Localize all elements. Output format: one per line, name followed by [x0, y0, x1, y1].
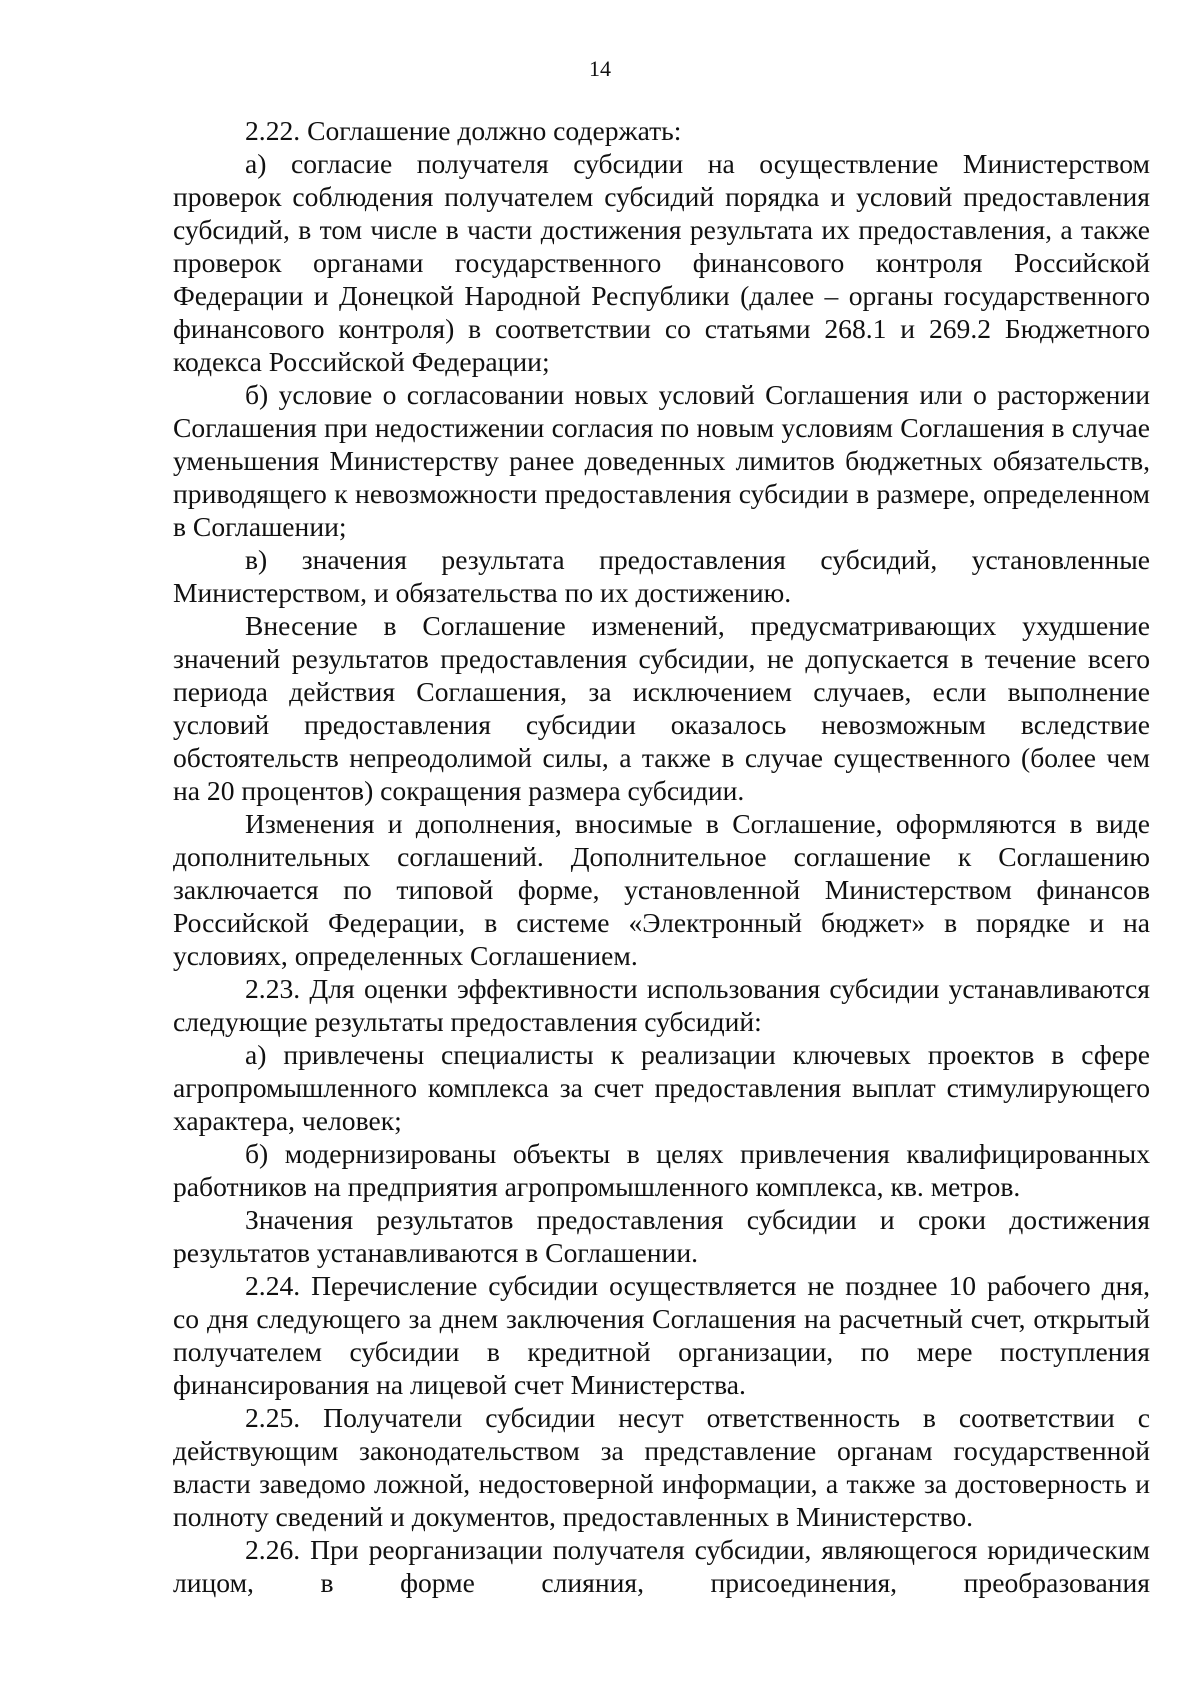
paragraph-2-26: 2.26. При реорганизации получателя субсидии, являющегося юридическим лицом, в форме слияния, присоединения, преобразования: [173, 1534, 1150, 1598]
paragraph-amendments-restriction: Внесение в Соглашение изменений, предусматривающих ухудшение значений результатов предоставления субсидии, не допускается в течение всего периода действия Соглашения, за исключением случаев, если выполнение условий предоставления субсидии оказалось невозможным вследствие обстоятельств непреодолимой силы, а также в случае существенного (более чем на 20 процентов) сокращения размера субсидии.: [173, 610, 1150, 806]
paragraph-2-22-b: б) условие о согласовании новых условий Соглашения или о расторжении Соглашения при недостижении согласия по новым условиям Соглашения в случае уменьшения Министерству ранее доведенных лимитов бюджетных обязательств, приводящего к невозможности предоставления субсидии в размере, определенном в Соглашении;: [173, 379, 1150, 542]
paragraph-2-22-a: а) согласие получателя субсидии на осуществление Министерством проверок соблюдения получателем субсидий порядка и условий предоставления субсидий, в том числе в части достижения результата их предоставления, а также проверок органами государственного финансового контроля Российской Федерации и Донецкой Народной Республики (далее – органы государственного финансового контроля) в соответствии со статьями 268.1 и 269.2 Бюджетного кодекса Российской Федерации;: [173, 148, 1150, 377]
paragraph-2-23-a: а) привлечены специалисты к реализации ключевых проектов в сфере агропромышленного комплекса за счет предоставления выплат стимулирующего характера, человек;: [173, 1039, 1150, 1136]
paragraph-result-values: Значения результатов предоставления субсидии и сроки достижения результатов устанавливаются в Соглашении.: [173, 1204, 1150, 1268]
page-number: 14: [589, 56, 611, 81]
paragraph-2-25: 2.25. Получатели субсидии несут ответственность в соответствии с действующим законодательством за представление органам государственной власти заведомо ложной, недостоверной информации, а также за достоверность и полноту сведений и документов, предоставленных в Министерство.: [173, 1402, 1150, 1532]
paragraph-2-22: 2.22. Соглашение должно содержать:: [245, 115, 682, 146]
paragraph-additional-agreements: Изменения и дополнения, вносимые в Соглашение, оформляются в виде дополнительных соглашений. Дополнительное соглашение к Соглашению заключается по типовой форме, установленной Министерством финансов Российской Федерации, в системе «Электронный бюджет» в порядке и на условиях, определенных Соглашением.: [173, 808, 1150, 971]
paragraph-2-22-v: в) значения результата предоставления субсидий, установленные Министерством, и обязательства по их достижению.: [173, 544, 1150, 608]
paragraph-2-23-b: б) модернизированы объекты в целях привлечения квалифицированных работников на предприятия агропромышленного комплекса, кв. метров.: [173, 1138, 1150, 1202]
paragraph-2-23: 2.23. Для оценки эффективности использования субсидии устанавливаются следующие результаты предоставления субсидий:: [173, 973, 1150, 1037]
paragraph-2-24: 2.24. Перечисление субсидии осуществляется не позднее 10 рабочего дня, со дня следующего за днем заключения Соглашения на расчетный счет, открытый получателем субсидии в кредитной организации, по мере поступления финансирования на лицевой счет Министерства.: [173, 1270, 1150, 1400]
document-body: [173, 114, 1150, 1599]
